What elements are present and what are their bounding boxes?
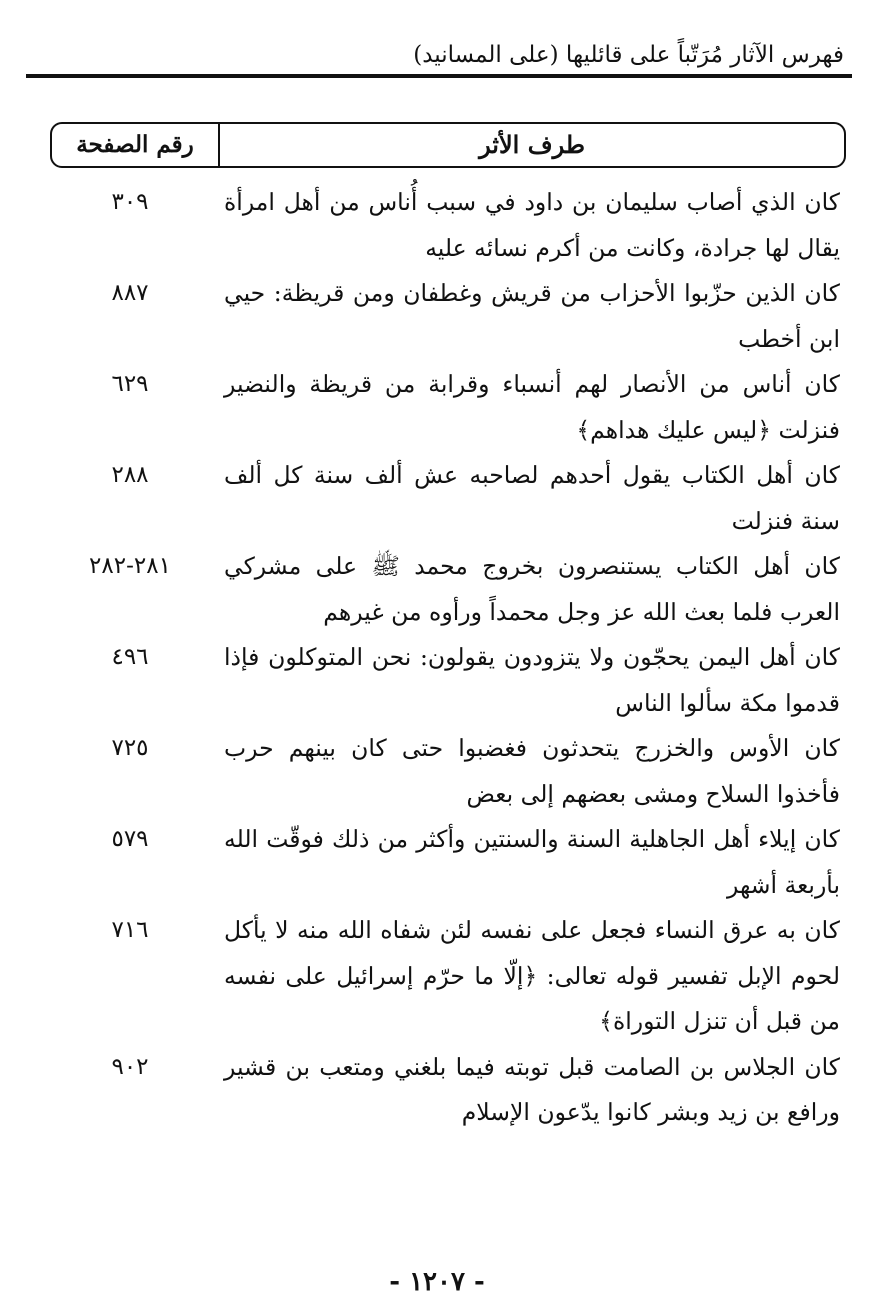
entry-page: ٦٢٩ [111,371,149,397]
list-item [30,180,840,271]
entry-text: كان أهل الكتاب يستنصرون بخروج محمد ﷺ على مشركي العرب فلما بعث الله عز وجل محمداً ورأوه من غيرهم [224,552,840,626]
column-header-page: رقم الصفحة [52,124,220,166]
entry-text: كان أهل اليمن يحجّون ولا يتزودون يقولون: نحن المتوكلون فإذا قدموا مكة سألوا الناس [224,643,840,717]
entry-page: ٨٨٧ [111,280,149,306]
entry-text: كان به عرق النساء فجعل على نفسه لئن شفاه الله منه لا يأكل لحوم الإبل تفسير قوله تعالى: ﴿إلّا ما حرّم إسرائيل على نفسه من قبل أن تنزل التوراة﴾ [224,916,840,1035]
entry-page: ٩٠٢ [111,1053,149,1080]
entry-text: كان أهل الكتاب يقول أحدهم لصاحبه عش ألف سنة كل ألف سنة فنزلت [224,461,840,535]
column-header [50,122,846,168]
list-item [30,1045,840,1136]
list-item [30,362,840,453]
column-header-text: طرف الأثر [479,130,585,159]
running-header: فهرس الآثار مُرَتّباً على قائليها (على المسانيد) [413,42,844,68]
header-rule [26,74,852,78]
entry-page: ٤٩٦ [111,644,149,670]
entry-text: كان الذي أصاب سليمان بن داود في سبب أُناس من أهل امرأة يقال لها جرادة، وكانت من أكرم نسائه عليه [224,188,840,262]
entry-page: ٣٠٩ [111,189,149,215]
entry-text: كان الجلاس بن الصامت قبل توبته فيما بلغني ومتعب بن قشير ورافع بن زيد وبشر كانوا يدّعون الإسلام [224,1052,840,1126]
list-item [30,817,840,908]
page-number: - ١٢٠٧ - [389,1267,485,1297]
entry-page: ٧٢٥ [111,735,149,761]
entry-page: ٢٨٨ [111,462,149,488]
entry-page: ٧١٦ [111,917,149,943]
list-item [30,453,840,544]
entry-text: كان الأوس والخزرج يتحدثون فغضبوا حتى كان بينهم حرب فأخذوا السلاح ومشى بعضهم إلى بعض [224,734,840,808]
list-item [30,635,840,726]
entries-list [30,180,840,1136]
entry-text: كان إيلاء أهل الجاهلية السنة والسنتين وأكثر من ذلك فوقّت الله بأربعة أشهر [224,825,840,899]
list-item [30,544,840,635]
entry-text: كان الذين حزّبوا الأحزاب من قريش وغطفان ومن قريظة: حيي ابن أخطب [224,279,840,353]
list-item [30,908,840,1045]
entry-page: ٢٨١-٢٨٢ [89,553,171,579]
list-item [30,726,840,817]
entry-page: ٥٧٩ [111,826,149,852]
list-item [30,271,840,362]
entry-text: كان أناس من الأنصار لهم أنسباء وقرابة من قريظة والنضير فنزلت ﴿ليس عليك هداهم﴾ [224,370,840,444]
